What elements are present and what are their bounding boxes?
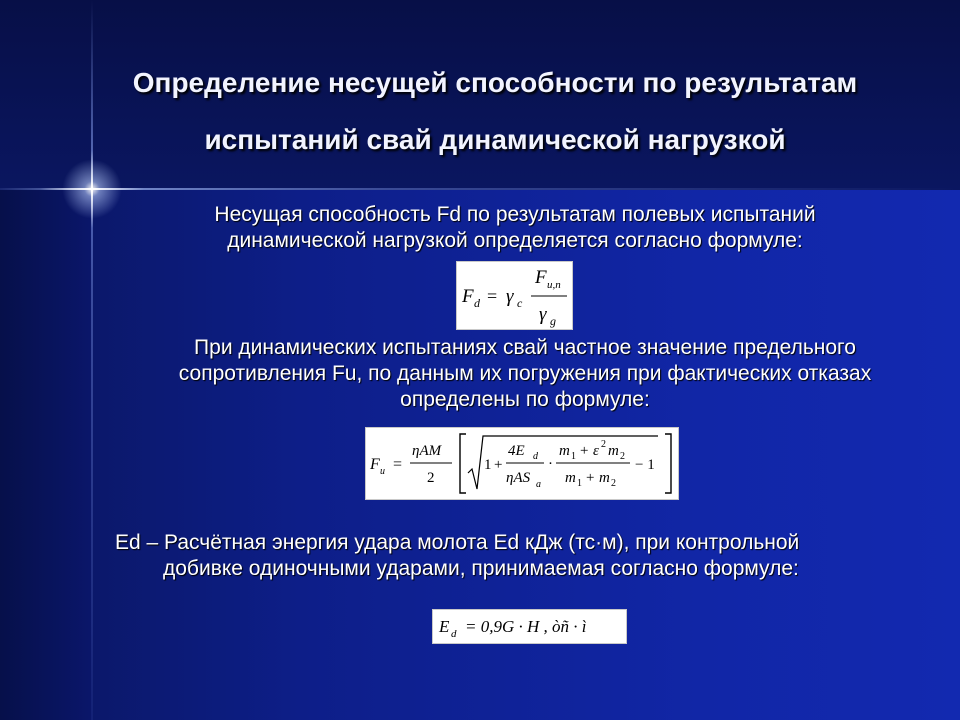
- formula-term: − 1: [635, 457, 655, 473]
- paragraph-line: Несущая способность Fd по результатам полевых испытаний: [214, 203, 816, 226]
- formula-symbol: F: [535, 267, 547, 288]
- formula-term: 2: [427, 470, 435, 486]
- formula-symbol: E: [439, 617, 450, 636]
- formula-symbol: F: [370, 456, 380, 473]
- title-line-1: Определение несущей способности по результатам: [132, 67, 858, 98]
- formula-term: 1: [484, 457, 492, 473]
- formula-subscript: d: [533, 451, 538, 462]
- formula-term: ηAS: [506, 470, 531, 486]
- formula-symbol: γ: [506, 286, 514, 307]
- slide-title: [40, 54, 950, 168]
- formula-operator: +: [494, 457, 503, 473]
- formula-operator: +: [586, 470, 595, 486]
- formula-subscript: d: [451, 628, 457, 640]
- formula-subscript: 1: [577, 478, 582, 489]
- formula-subscript: 2: [620, 451, 625, 462]
- formula-operator: =: [393, 456, 403, 473]
- paragraph-line: При динамических испытаниях свай частное значение предельного: [194, 336, 856, 359]
- formula-subscript: 2: [611, 478, 616, 489]
- formula-subscript: u,n: [547, 279, 561, 291]
- formula-subscript: c: [517, 296, 523, 310]
- formula-fd-svg: [457, 262, 572, 329]
- formula-operator: ·: [548, 456, 553, 472]
- right-bracket: [665, 434, 671, 493]
- formula-fu: [365, 427, 679, 500]
- formula-term: = 0,9G · H , òñ · ì: [465, 617, 587, 636]
- formula-ed-svg: [433, 610, 626, 643]
- formula-operator: =: [487, 286, 498, 306]
- formula-subscript: g: [550, 314, 556, 328]
- formula-term: ηAM: [412, 443, 442, 459]
- paragraph-line: динамической нагрузкой определяется согласно формуле:: [227, 229, 803, 252]
- formula-symbol: γ: [539, 304, 547, 325]
- paragraph-line: добивке одиночными ударами, принимаемая согласно формуле:: [163, 557, 799, 580]
- paragraph-dynamic-tests: [100, 335, 950, 413]
- paragraph-line: Ed – Расчётная энергия удара молота Ed кДж (тс·м), при контрольной: [115, 531, 800, 554]
- formula-term: ε: [593, 443, 599, 459]
- formula-term: m: [608, 443, 619, 459]
- left-bracket: [460, 434, 466, 493]
- formula-term: 4E: [508, 443, 525, 459]
- formula-subscript: 1: [571, 451, 576, 462]
- formula-subscript: u: [380, 466, 385, 477]
- formula-term: m: [599, 470, 610, 486]
- formula-subscript: d: [474, 296, 480, 310]
- formula-term: m: [565, 470, 576, 486]
- paragraph-capacity-intro: [100, 202, 930, 254]
- left-band: [0, 190, 92, 720]
- formula-ed: [432, 609, 627, 644]
- formula-fd: [456, 261, 573, 330]
- paragraph-hammer-energy: [100, 530, 950, 582]
- formula-fu-svg: [366, 428, 678, 499]
- horizontal-accent-line: [0, 188, 960, 190]
- formula-subscript: a: [536, 479, 541, 490]
- title-line-2: испытаний свай динамической нагрузкой: [204, 124, 786, 155]
- paragraph-line: сопротивления Fu, по данным их погружения при фактических отказах: [178, 362, 872, 385]
- formula-term: m: [559, 443, 570, 459]
- paragraph-line: определены по формуле:: [400, 388, 650, 411]
- formula-symbol: F: [462, 286, 474, 307]
- formula-operator: +: [580, 443, 589, 459]
- formula-superscript: 2: [601, 439, 606, 450]
